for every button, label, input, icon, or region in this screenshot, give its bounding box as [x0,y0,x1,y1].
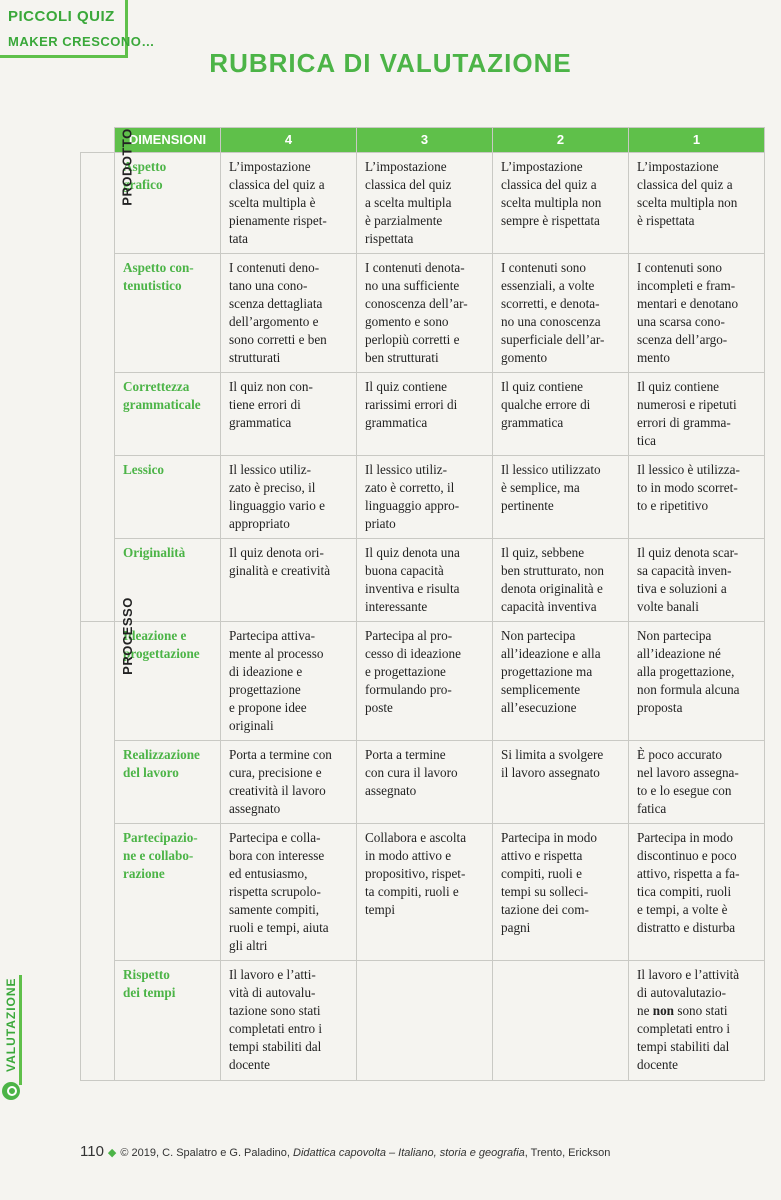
cell-line: nel lavoro assegna- [637,765,739,780]
rubric-cell [357,254,493,373]
rubric-cell [357,741,493,824]
cell-line: completati entro i [637,1021,731,1036]
cell-line: grammatica [229,415,292,430]
rubric-cell [357,622,493,741]
rubric-cell [493,456,629,539]
rubric-cell [629,741,765,824]
cell-line: in modo attivo e [365,848,452,863]
dimension-line: Aspetto con- [123,260,194,275]
rubric-cell [221,254,357,373]
cell-line: pienamente rispet- [229,213,327,228]
table-row [81,254,765,373]
header-level-4: 4 [221,128,357,153]
cell-line: Il quiz contiene [365,379,448,394]
dimension-line: Rispetto [123,967,170,982]
cell-line: Non partecipa [637,628,712,643]
cell-line: compiti, ruoli e [501,866,582,881]
dimension-line: Partecipazio- [123,830,198,845]
cell-line: Il lessico utiliz- [229,462,312,477]
footer-credit-post: , Trento, Erickson [524,1147,611,1159]
group-cell [81,597,135,1081]
cell-line: superficiale dell’ar- [501,332,605,347]
cell-line: tazione dei com- [501,902,589,917]
cell-line: no una conoscenza [501,314,601,329]
cell-line: pagni [501,920,531,935]
rubric-cell [629,961,765,1081]
cell-text: ne [637,1003,650,1018]
cell-line: e propone idee [229,700,307,715]
header-series-title: PICCOLI QUIZ [8,8,115,25]
dimension-cell [115,254,221,373]
dimension-line: Originalità [123,545,186,560]
cell-line: formulando pro- [365,682,452,697]
cell-line: appropriato [229,516,290,531]
dimension-line: Correttezza [123,379,190,394]
cell-line: rarissimi errori di [365,397,458,412]
cell-line: denota originalità e [501,581,603,596]
table-row [81,456,765,539]
cell-line: e progettazione [365,664,446,679]
cell-line: classica del quiz [365,177,452,192]
cell-line: sono corretti e ben [229,332,327,347]
rubric-cell [221,373,357,456]
cell-line: Il lessico utiliz- [365,462,448,477]
cell-line: è parzialmente [365,213,443,228]
cell-line: I contenuti sono [637,260,722,275]
cell-line: Partecipa e colla- [229,830,321,845]
cell-line: sa capacità inven- [637,563,732,578]
cell-line: all’ideazione e alla [501,646,601,661]
rubric-cell [629,622,765,741]
cell-line: docente [637,1057,679,1072]
cell-line: scelta multipla non [501,195,602,210]
cell-line: L’impostazione [501,159,583,174]
header-level-1: 1 [629,128,765,153]
cell-line: samente compiti, [229,902,320,917]
cell-line: interessante [365,599,428,614]
cell-line: assegnato [229,801,281,816]
cell-line: a scelta multipla [365,195,452,210]
cell-line: classica del quiz a [637,177,733,192]
rubric-cell [221,622,357,741]
cell-line: mento [637,350,670,365]
cell-line: attivo e rispetta [501,848,583,863]
cell-text: sono stati [677,1003,728,1018]
cell-line: Partecipa attiva- [229,628,316,643]
cell-line: Il quiz contiene [501,379,584,394]
cell-line: capacità inventiva [501,599,597,614]
cell-line: È poco accurato [637,747,722,762]
table-row [81,153,765,254]
dimension-cell [115,961,221,1081]
cell-line: volte banali [637,599,699,614]
rubric-cell [221,539,357,622]
rubric-cell [629,456,765,539]
header-series-subtitle: MAKER CRESCONO… [8,34,155,49]
rubric-cell [493,741,629,824]
dimension-line: Ideazione e [123,628,187,643]
rubric-cell [221,153,357,254]
cell-line: con cura il lavoro [365,765,458,780]
rubric-cell [629,539,765,622]
rubric-cell [221,824,357,961]
cell-line: è rispettata [637,213,695,228]
cell-line: classica del quiz a [229,177,325,192]
cell-line: ta compiti, ruoli e [365,884,459,899]
header-dimensioni: DIMENSIONI [115,128,221,153]
cell-line: e tempi, a volte è [637,902,728,917]
cell-line: tempi su solleci- [501,884,589,899]
cell-line: dell’argomento e [229,314,319,329]
dimension-cell [115,741,221,824]
cell-line: ben strutturato, non [501,563,604,578]
table-row [81,373,765,456]
cell-line: rispetta scrupolo- [229,884,321,899]
table-row [81,622,765,741]
dimension-line: dei tempi [123,985,176,1000]
cell-line [637,1002,756,1020]
cell-line: perlopiù corretti e [365,332,460,347]
page-title: RUBRICA DI VALUTAZIONE [209,48,572,78]
cell-line: Il quiz non con- [229,379,313,394]
dimension-cell [115,373,221,456]
cell-line: vità di autovalu- [229,985,316,1000]
group-label: PROCESSO [119,597,135,675]
cell-line: linguaggio appro- [365,498,460,513]
rubric-cell [357,456,493,539]
cell-line: cura, precisione e [229,765,322,780]
dimension-line: Realizzazione [123,747,200,762]
table-row [81,741,765,824]
rubric-cell [629,824,765,961]
cell-line: L’impostazione [229,159,311,174]
dimension-cell [115,824,221,961]
cell-line: di autovalutazio- [637,985,726,1000]
cell-line: tempi stabiliti dal [229,1039,322,1054]
side-tab-label: VALUTAZIONE [4,977,18,1072]
cell-line: L’impostazione [365,159,447,174]
cell-line: scelta multipla non [637,195,738,210]
cell-line: bora con interesse [229,848,325,863]
group-label: PRODOTTO [119,128,135,206]
cell-line: è semplice, ma [501,480,580,495]
cell-line: Si limita a svolgere [501,747,604,762]
dimension-line: grammaticale [123,397,201,412]
cell-line: tempi stabiliti dal [637,1039,730,1054]
cell-line: zato è preciso, il [229,480,316,495]
cell-line: Porta a termine con [229,747,332,762]
cell-line: distratto e disturba [637,920,736,935]
rubric-table [80,127,765,1081]
dimension-line: ne e collabo- [123,848,194,863]
dimension-line: Lessico [123,462,165,477]
cell-line: Il lavoro e l’atti- [229,967,316,982]
cell-line: tazione sono stati [229,1003,321,1018]
cell-line: ruoli e tempi, aiuta [229,920,329,935]
cell-line: Il quiz contiene [637,379,720,394]
cell-line: strutturati [229,350,281,365]
rubric-cell [357,153,493,254]
dimension-line: razione [123,866,165,881]
cell-line: ed entusiasmo, [229,866,308,881]
table-row [81,824,765,961]
cell-line: creatività il lavoro [229,783,326,798]
rubric-cell [221,456,357,539]
cell-line: alla progettazione, [637,664,735,679]
cell-line: tiene errori di [229,397,301,412]
dimension-cell [115,456,221,539]
cell-line: cesso di ideazione [365,646,461,661]
cell-line: all’esecuzione [501,700,577,715]
cell-line: Il lessico utilizzato [501,462,601,477]
cell-line: tica compiti, ruoli [637,884,732,899]
rubric-cell [493,539,629,622]
cell-line: scenza dell’argo- [637,332,728,347]
cell-line: Partecipa in modo [637,830,733,845]
cell-line: tica [637,433,657,448]
rubric-cell [493,373,629,456]
cell-line: essenziali, a volte [501,278,595,293]
cell-line: Porta a termine [365,747,446,762]
cell-line: qualche errore di [501,397,591,412]
cell-line: numerosi e ripetuti [637,397,737,412]
cell-line: scelta multipla è [229,195,316,210]
cell-line: no una sufficiente [365,278,460,293]
dimension-line: Aspetto [123,159,167,174]
header-level-3: 3 [357,128,493,153]
cell-line: progettazione [229,682,301,697]
rubric-cell [493,153,629,254]
cell-line: ginalità e creatività [229,563,331,578]
cell-line: tiva e soluzioni a [637,581,727,596]
cell-line: conoscenza dell’ar- [365,296,468,311]
cell-line: Il quiz denota ori- [229,545,324,560]
cell-line: Partecipa in modo [501,830,597,845]
rubric-cell [357,539,493,622]
cell-line: all’ideazione né [637,646,721,661]
cell-line: Collabora e ascolta [365,830,467,845]
cell-line: linguaggio vario e [229,498,325,513]
cell-line: il lavoro assegnato [501,765,600,780]
cell-line: semplicemente [501,682,581,697]
cell-line: ben strutturati [365,350,439,365]
cell-line: I contenuti denota- [365,260,465,275]
rubric-cell [357,824,493,961]
footer-book-title: Didattica capovolta – Italiano, storia e geografia [293,1147,525,1159]
emphasis-text: non [652,1003,675,1018]
magnifier-icon [2,1082,20,1100]
rubric-cell [221,961,357,1081]
rubric-cell [493,961,629,1081]
rubric-cell [493,622,629,741]
cell-line: mentari e denotano [637,296,739,311]
rubric-cell [221,741,357,824]
cell-line: docente [229,1057,271,1072]
rubric-cell [357,961,493,1081]
dimension-line: grafico [123,177,163,192]
cell-line: poste [365,700,393,715]
cell-line: non formula alcuna [637,682,740,697]
cell-line: Partecipa al pro- [365,628,453,643]
cell-line: una scarsa cono- [637,314,725,329]
footer [80,1143,610,1160]
cell-line: attivo, rispetta a fa- [637,866,740,881]
rubric-cell [357,373,493,456]
cell-line: priato [365,516,396,531]
header-blank-cell [81,128,115,153]
cell-line: discontinuo e poco [637,848,737,863]
cell-line: Non partecipa [501,628,576,643]
cell-line: buona capacità [365,563,444,578]
cell-line: Il quiz denota una [365,545,460,560]
cell-line: inventiva e risulta [365,581,460,596]
table-row [81,961,765,1081]
header-level-2: 2 [493,128,629,153]
cell-line: errori di gramma- [637,415,731,430]
cell-line: assegnato [365,783,417,798]
rubric-cell [493,254,629,373]
cell-line: I contenuti deno- [229,260,320,275]
cell-line: incompleti e fram- [637,278,736,293]
cell-line: I contenuti sono [501,260,586,275]
cell-line: completati entro i [229,1021,323,1036]
cell-line: scenza dettagliata [229,296,323,311]
cell-line: Il quiz, sebbene [501,545,585,560]
rubric-cell [493,824,629,961]
rubric-cell [629,373,765,456]
cell-line: grammatica [365,415,428,430]
cell-line: proposta [637,700,683,715]
dimension-line: tenutistico [123,278,182,293]
cell-line: zato è corretto, il [365,480,455,495]
cell-line: propositivo, rispet- [365,866,466,881]
page-number: 110 [80,1143,104,1160]
cell-line: originali [229,718,274,733]
cell-line: to e lo esegue con [637,783,732,798]
cell-line: classica del quiz a [501,177,597,192]
cell-line: tata [229,231,249,246]
group-cell [81,128,135,622]
cell-line: tempi [365,902,396,917]
cell-line: pertinente [501,498,554,513]
cell-line: rispettata [365,231,414,246]
footer-credit-pre: © 2019, C. Spalatro e G. Paladino, [120,1147,290,1159]
table-row [81,539,765,622]
cell-line: gomento [501,350,548,365]
cell-line: sempre è rispettata [501,213,600,228]
cell-line: to in modo scorret- [637,480,738,495]
cell-line: to e ripetitivo [637,498,709,513]
rubric-cell [629,153,765,254]
cell-line: di ideazione e [229,664,303,679]
cell-line: fatica [637,801,667,816]
cell-line: gomento e sono [365,314,449,329]
cell-line: progettazione ma [501,664,593,679]
cell-line: Il lessico è utilizza- [637,462,740,477]
diamond-icon: ◆ [107,1147,117,1159]
dimension-line: del lavoro [123,765,179,780]
cell-line: mente al processo [229,646,324,661]
table-header-row [81,128,765,153]
cell-line: Il lavoro e l’attività [637,967,740,982]
rubric-cell [629,254,765,373]
cell-line: tano una cono- [229,278,308,293]
cell-line: L’impostazione [637,159,719,174]
dimension-line: progettazione [123,646,200,661]
cell-line: grammatica [501,415,564,430]
cell-line: Il quiz denota scar- [637,545,739,560]
cell-line: scorretti, e denota- [501,296,600,311]
cell-line: gli altri [229,938,268,953]
